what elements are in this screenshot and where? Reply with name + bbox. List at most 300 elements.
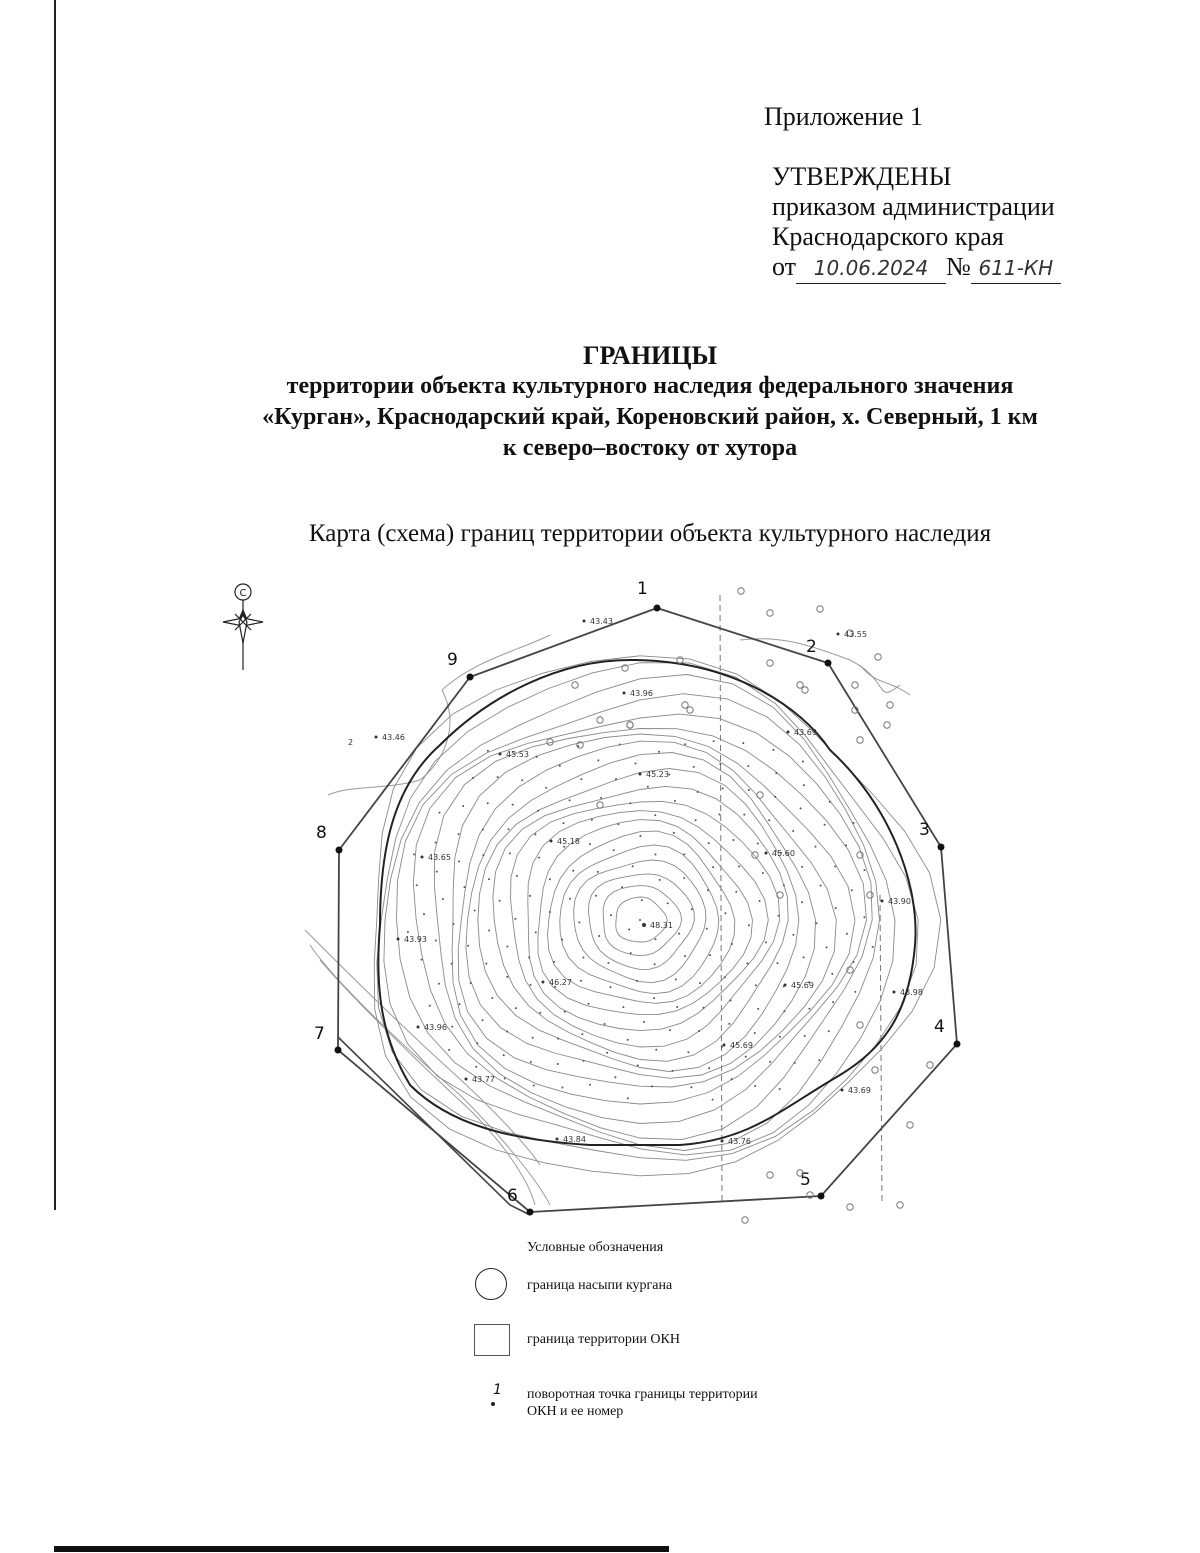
legend-point-line-1: поворотная точка границы территории bbox=[527, 1387, 758, 1402]
survey-dot bbox=[754, 1085, 756, 1087]
survey-dot bbox=[512, 804, 514, 806]
survey-dot bbox=[535, 931, 537, 933]
survey-dot bbox=[863, 916, 865, 918]
contour-line bbox=[466, 753, 816, 1079]
shrub-symbols bbox=[547, 588, 933, 1223]
survey-dot bbox=[731, 943, 733, 945]
elevation-label: 43.43 bbox=[590, 617, 613, 626]
survey-dot bbox=[762, 872, 764, 874]
survey-dot bbox=[435, 842, 437, 844]
survey-dot bbox=[553, 961, 555, 963]
turning-point-1 bbox=[654, 605, 661, 612]
elevation-label: 43.55 bbox=[844, 630, 867, 639]
survey-dot bbox=[549, 878, 551, 880]
survey-dot bbox=[582, 957, 584, 959]
survey-dot bbox=[459, 1003, 461, 1005]
survey-dot bbox=[569, 898, 571, 900]
elevation-label: 45.69 bbox=[791, 981, 814, 990]
survey-dot bbox=[654, 963, 656, 965]
survey-dot bbox=[695, 819, 697, 821]
shrub-icon bbox=[738, 588, 744, 594]
survey-dot bbox=[635, 763, 637, 765]
survey-dot bbox=[506, 976, 508, 978]
survey-dot bbox=[801, 901, 803, 903]
survey-dot bbox=[706, 928, 708, 930]
survey-dot bbox=[491, 997, 493, 999]
survey-dot bbox=[697, 791, 699, 793]
survey-dot bbox=[619, 744, 621, 746]
survey-dot bbox=[538, 857, 540, 859]
contour-lines bbox=[374, 656, 941, 1176]
survey-dot bbox=[508, 828, 510, 830]
shrub-icon bbox=[927, 1062, 933, 1068]
turning-point-label-7: 7 bbox=[314, 1024, 325, 1044]
contour-line bbox=[384, 675, 895, 1155]
date-number-line bbox=[772, 252, 1061, 284]
survey-dot bbox=[615, 778, 617, 780]
elevation-label: 43.53 bbox=[506, 750, 529, 759]
survey-dot bbox=[684, 743, 686, 745]
survey-dot bbox=[595, 895, 597, 897]
shrub-icon bbox=[875, 654, 881, 660]
survey-dot bbox=[557, 1038, 559, 1040]
survey-dot bbox=[693, 766, 695, 768]
survey-dot bbox=[655, 854, 657, 856]
survey-dot bbox=[864, 869, 866, 871]
shrub-icon bbox=[627, 722, 633, 728]
survey-dot bbox=[476, 1042, 478, 1044]
survey-dot bbox=[578, 921, 580, 923]
survey-dot bbox=[600, 797, 602, 799]
survey-dot bbox=[482, 829, 484, 831]
contour-line bbox=[493, 786, 788, 1061]
elevation-label: 48.31 bbox=[650, 921, 673, 930]
shrub-icon bbox=[752, 852, 758, 858]
title-main: ГРАНИЦЫ bbox=[582, 341, 718, 370]
survey-dot bbox=[808, 1008, 810, 1010]
number-prefix: № bbox=[946, 252, 971, 281]
survey-dot bbox=[583, 1060, 585, 1062]
shrub-icon bbox=[767, 1172, 773, 1178]
survey-dot bbox=[497, 776, 499, 778]
survey-dot bbox=[569, 799, 571, 801]
survey-dot bbox=[610, 914, 612, 916]
legend-point-example-number: 1 bbox=[493, 1382, 502, 1398]
survey-dot bbox=[783, 884, 785, 886]
survey-dot bbox=[487, 802, 489, 804]
north-label: С bbox=[239, 588, 247, 599]
legend-point-label bbox=[527, 1386, 758, 1420]
elevation-label: 43.69 bbox=[848, 1086, 871, 1095]
survey-dot bbox=[778, 915, 780, 917]
survey-dot bbox=[754, 1032, 756, 1034]
contour-line bbox=[574, 860, 706, 983]
survey-dot bbox=[532, 1037, 534, 1039]
elevation-label: 43.69 bbox=[794, 728, 817, 737]
survey-dot bbox=[628, 929, 630, 931]
terrain-lines bbox=[305, 595, 910, 1205]
survey-dot bbox=[724, 976, 726, 978]
survey-dot bbox=[707, 889, 709, 891]
shrub-icon bbox=[872, 1067, 878, 1073]
survey-dot bbox=[691, 908, 693, 910]
survey-dot bbox=[530, 984, 532, 986]
survey-dot bbox=[768, 819, 770, 821]
survey-dot bbox=[675, 979, 677, 981]
shrub-icon bbox=[802, 687, 808, 693]
survey-dot bbox=[458, 860, 460, 862]
survey-dot bbox=[641, 899, 643, 901]
survey-dot bbox=[651, 1085, 653, 1087]
map-caption: Карта (схема) границ территории объекта культурного наследия bbox=[308, 520, 992, 547]
contour-line bbox=[548, 831, 735, 1003]
contour-line bbox=[478, 769, 799, 1072]
contour-line bbox=[374, 656, 941, 1176]
approved-heading: УТВЕРЖДЕНЫ bbox=[772, 162, 952, 191]
survey-dot bbox=[732, 839, 734, 841]
elevation-label: 43.96 bbox=[630, 689, 653, 698]
title-line-1: территории объекта культурного наследия федерального значения bbox=[286, 373, 1014, 399]
survey-dot bbox=[712, 1099, 714, 1101]
survey-dot bbox=[674, 800, 676, 802]
turning-point-label-2: 2 bbox=[806, 637, 817, 657]
legend-mound-label: граница насыпи кургана bbox=[527, 1278, 673, 1293]
survey-dot bbox=[429, 1005, 431, 1007]
survey-dot bbox=[853, 961, 855, 963]
survey-dot bbox=[669, 1029, 671, 1031]
survey-dot bbox=[597, 759, 599, 761]
shrub-icon bbox=[797, 682, 803, 688]
boundary-map bbox=[210, 565, 1000, 1225]
survey-dot bbox=[724, 912, 726, 914]
survey-dot bbox=[703, 1007, 705, 1009]
survey-dot bbox=[453, 923, 455, 925]
survey-dot bbox=[458, 833, 460, 835]
survey-dot bbox=[722, 787, 724, 789]
survey-dot bbox=[470, 982, 472, 984]
shrub-icon bbox=[852, 682, 858, 688]
date-prefix: от bbox=[772, 252, 797, 281]
shrub-icon bbox=[757, 792, 763, 798]
survey-dot bbox=[591, 819, 593, 821]
survey-dot bbox=[621, 886, 623, 888]
survey-dot bbox=[506, 946, 508, 948]
survey-dot bbox=[738, 866, 740, 868]
shrub-icon bbox=[857, 1022, 863, 1028]
survey-dot bbox=[423, 913, 425, 915]
survey-dot bbox=[474, 910, 476, 912]
survey-dot bbox=[783, 1010, 785, 1012]
survey-dot bbox=[462, 805, 464, 807]
survey-dot bbox=[659, 879, 661, 881]
survey-dot bbox=[699, 982, 701, 984]
survey-dot bbox=[684, 955, 686, 957]
turning-point-7 bbox=[335, 1047, 342, 1054]
survey-dot bbox=[779, 1088, 781, 1090]
contour-line bbox=[616, 897, 667, 942]
survey-dot bbox=[728, 1023, 730, 1025]
survey-dot bbox=[561, 939, 563, 941]
survey-dot bbox=[537, 810, 539, 812]
survey-dot bbox=[627, 1039, 629, 1041]
shrub-icon bbox=[742, 1217, 748, 1223]
survey-dot bbox=[794, 1062, 796, 1064]
legend-title: Условные обозначения bbox=[527, 1240, 664, 1255]
approval-block bbox=[772, 162, 1061, 284]
survey-dot bbox=[742, 742, 744, 744]
survey-dot bbox=[435, 940, 437, 942]
survey-dot bbox=[655, 1049, 657, 1051]
elevation-label: 43.84 bbox=[563, 1135, 586, 1144]
survey-dot bbox=[472, 777, 474, 779]
survey-dot bbox=[563, 822, 565, 824]
survey-dot bbox=[515, 1007, 517, 1009]
survey-dot bbox=[804, 1035, 806, 1037]
elevation-label: 46.27 bbox=[549, 978, 572, 987]
survey-dot bbox=[678, 933, 680, 935]
survey-dot bbox=[614, 1076, 616, 1078]
territory-boundary-symbol-icon bbox=[474, 1324, 510, 1356]
survey-dot bbox=[757, 1008, 759, 1010]
turning-point-label-5: 5 bbox=[800, 1170, 811, 1190]
survey-dot bbox=[712, 866, 714, 868]
turning-point-4 bbox=[954, 1041, 961, 1048]
survey-dot bbox=[802, 761, 804, 763]
survey-dot bbox=[487, 750, 489, 752]
survey-dot bbox=[442, 898, 444, 900]
survey-dot bbox=[588, 1003, 590, 1005]
shrub-icon bbox=[682, 702, 688, 708]
shrub-icon bbox=[907, 1122, 913, 1128]
survey-dot bbox=[800, 807, 802, 809]
turning-point-label-3: 3 bbox=[919, 820, 930, 840]
survey-dot bbox=[653, 997, 655, 999]
shrub-icon bbox=[572, 682, 578, 688]
survey-dot bbox=[509, 852, 511, 854]
survey-dot bbox=[834, 866, 836, 868]
turning-point-label-1: 1 bbox=[637, 579, 648, 599]
survey-dot bbox=[820, 885, 822, 887]
elevation-label: 43.90 bbox=[888, 897, 911, 906]
survey-dot bbox=[643, 1021, 645, 1023]
survey-dot bbox=[743, 814, 745, 816]
elevation-label: 45.23 bbox=[646, 770, 669, 779]
survey-dot bbox=[655, 938, 657, 940]
survey-dot bbox=[801, 866, 803, 868]
mound-boundary bbox=[378, 660, 915, 1145]
survey-dot bbox=[835, 907, 837, 909]
survey-dot bbox=[698, 1030, 700, 1032]
survey-dot bbox=[755, 984, 757, 986]
survey-dot bbox=[488, 930, 490, 932]
survey-dot bbox=[639, 919, 641, 921]
survey-dot bbox=[777, 962, 779, 964]
survey-dot bbox=[746, 962, 748, 964]
survey-dot bbox=[488, 878, 490, 880]
survey-dot bbox=[482, 854, 484, 856]
survey-dot bbox=[598, 935, 600, 937]
survey-dot bbox=[589, 1084, 591, 1086]
survey-dot bbox=[853, 822, 855, 824]
mound-boundary-symbol-icon bbox=[475, 1268, 507, 1300]
survey-dot bbox=[824, 824, 826, 826]
survey-dot bbox=[673, 832, 675, 834]
survey-dot bbox=[854, 991, 856, 993]
survey-dot bbox=[747, 765, 749, 767]
survey-dot bbox=[636, 980, 638, 982]
survey-dot bbox=[815, 846, 817, 848]
survey-dot bbox=[421, 959, 423, 961]
survey-dot bbox=[577, 745, 579, 747]
survey-dot bbox=[539, 1012, 541, 1014]
survey-dot bbox=[451, 963, 453, 965]
survey-dot bbox=[735, 891, 737, 893]
survey-dot bbox=[467, 945, 469, 947]
survey-dot bbox=[533, 1085, 535, 1087]
survey-dot bbox=[759, 900, 761, 902]
contour-line bbox=[397, 694, 880, 1151]
survey-dot bbox=[687, 1051, 689, 1053]
survey-dot bbox=[730, 1000, 732, 1002]
elevation-label: 43.96 bbox=[424, 1023, 447, 1032]
survey-dot bbox=[815, 922, 817, 924]
survey-dot bbox=[719, 763, 721, 765]
survey-dot bbox=[530, 1061, 532, 1063]
survey-dot bbox=[630, 952, 632, 954]
survey-dot bbox=[597, 871, 599, 873]
title-line-3: к северо–востоку от хутора bbox=[502, 435, 798, 461]
survey-dot bbox=[629, 802, 631, 804]
survey-dot bbox=[683, 877, 685, 879]
appendix-label: Приложение 1 bbox=[764, 102, 924, 131]
survey-dot bbox=[504, 1078, 506, 1080]
shrub-icon bbox=[767, 610, 773, 616]
survey-dot bbox=[708, 842, 710, 844]
survey-dot bbox=[719, 814, 721, 816]
shrub-icon bbox=[857, 737, 863, 743]
turning-point-8 bbox=[336, 847, 343, 854]
turning-point-6 bbox=[527, 1209, 534, 1216]
survey-dot bbox=[534, 833, 536, 835]
survey-dot bbox=[845, 844, 847, 846]
survey-dot bbox=[607, 962, 609, 964]
shrub-icon bbox=[867, 892, 873, 898]
survey-dot bbox=[829, 801, 831, 803]
survey-dot bbox=[536, 756, 538, 758]
shrub-icon bbox=[884, 722, 890, 728]
survey-dot bbox=[622, 1006, 624, 1008]
handwritten-number: 611-КН bbox=[971, 253, 1061, 284]
turning-point-9 bbox=[467, 674, 474, 681]
survey-dot bbox=[721, 1046, 723, 1048]
survey-dot bbox=[792, 934, 794, 936]
legend-point-line-2: ОКН и ее номер bbox=[527, 1404, 624, 1419]
survey-dot bbox=[506, 1031, 508, 1033]
survey-dot bbox=[610, 986, 612, 988]
survey-dot bbox=[803, 956, 805, 958]
elevation-label: 43.76 bbox=[728, 1137, 751, 1146]
survey-dot bbox=[708, 1067, 710, 1069]
survey-dot bbox=[436, 871, 438, 873]
survey-dot bbox=[563, 846, 565, 848]
survey-dot bbox=[779, 1036, 781, 1038]
shrub-icon bbox=[687, 707, 693, 713]
survey-dot bbox=[580, 778, 582, 780]
survey-dot bbox=[690, 1086, 692, 1088]
survey-dot bbox=[604, 1023, 606, 1025]
shrub-icon bbox=[817, 606, 823, 612]
turning-point-label-9: 9 bbox=[447, 650, 458, 670]
scan-edge-bottom bbox=[54, 1546, 669, 1552]
survey-dot bbox=[572, 870, 574, 872]
survey-dot bbox=[606, 1052, 608, 1054]
survey-dot bbox=[521, 779, 523, 781]
survey-dot bbox=[757, 843, 759, 845]
shrub-icon bbox=[777, 892, 783, 898]
survey-dot bbox=[580, 980, 582, 982]
survey-dot bbox=[448, 1049, 450, 1051]
survey-dot bbox=[713, 740, 715, 742]
survey-dot bbox=[589, 843, 591, 845]
survey-dot bbox=[407, 931, 409, 933]
survey-dot bbox=[846, 933, 848, 935]
survey-dot bbox=[617, 823, 619, 825]
survey-dot bbox=[485, 963, 487, 965]
minor-map-label: 2 bbox=[348, 738, 354, 747]
shrub-icon bbox=[597, 717, 603, 723]
order-line: приказом администрации bbox=[772, 192, 1055, 221]
survey-dot bbox=[748, 924, 750, 926]
survey-dot bbox=[413, 853, 415, 855]
survey-dot bbox=[872, 946, 874, 948]
survey-dot bbox=[745, 1056, 747, 1058]
survey-dot bbox=[549, 911, 551, 913]
survey-dot bbox=[772, 749, 774, 751]
elevation-label: 45.60 bbox=[772, 849, 795, 858]
elevation-label: 43.98 bbox=[900, 988, 923, 997]
survey-dot bbox=[416, 884, 418, 886]
survey-dot bbox=[851, 889, 853, 891]
survey-dot bbox=[667, 902, 669, 904]
survey-dot bbox=[581, 1033, 583, 1035]
survey-dot bbox=[564, 1011, 566, 1013]
survey-dot bbox=[654, 814, 656, 816]
survey-dot bbox=[451, 1026, 453, 1028]
title-line-2: «Курган», Краснодарский край, Кореновский район, х. Северный, 1 км bbox=[262, 404, 1038, 430]
survey-dot bbox=[676, 1006, 678, 1008]
survey-dot bbox=[832, 1001, 834, 1003]
survey-dot bbox=[475, 1066, 477, 1068]
shrub-icon bbox=[897, 1202, 903, 1208]
survey-dot bbox=[775, 772, 777, 774]
turning-point-symbol-icon bbox=[491, 1402, 495, 1406]
shrub-icon bbox=[767, 660, 773, 666]
elevation-label: 43.65 bbox=[428, 853, 451, 862]
region-line: Краснодарского края bbox=[772, 222, 1004, 251]
survey-dot bbox=[545, 787, 547, 789]
turning-point-5 bbox=[818, 1193, 825, 1200]
survey-dot bbox=[831, 973, 833, 975]
survey-dot bbox=[828, 1030, 830, 1032]
survey-dot bbox=[439, 812, 441, 814]
turning-point-3 bbox=[938, 844, 945, 851]
survey-dot bbox=[482, 1019, 484, 1021]
handwritten-date: 10.06.2024 bbox=[796, 253, 946, 284]
survey-dot bbox=[731, 1078, 733, 1080]
survey-dot bbox=[803, 784, 805, 786]
survey-dot bbox=[658, 751, 660, 753]
survey-dot bbox=[765, 941, 767, 943]
